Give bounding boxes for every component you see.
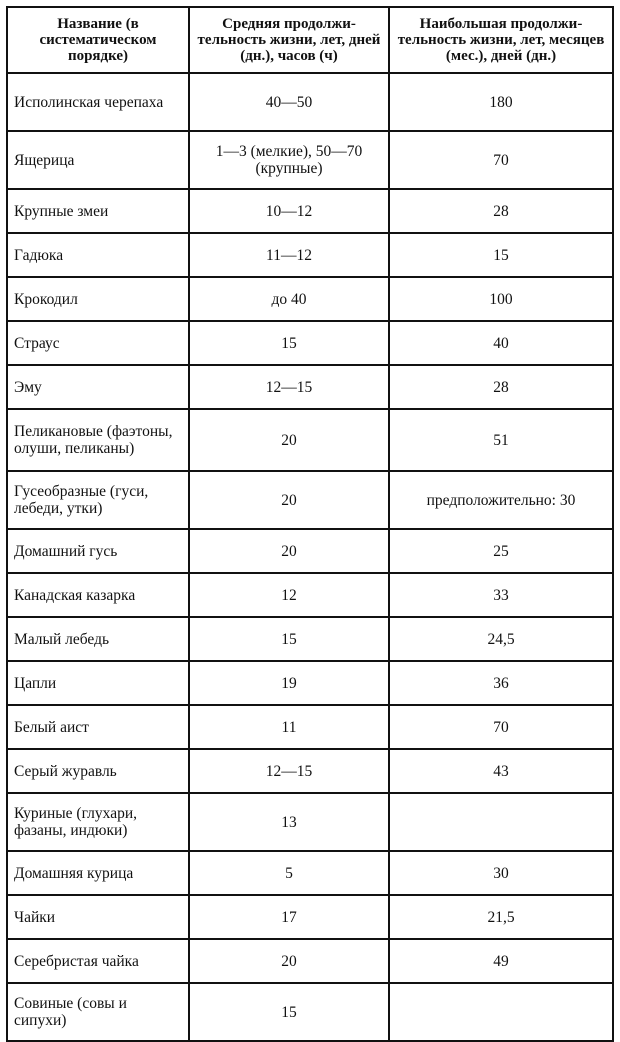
- cell-average: 20: [189, 471, 389, 529]
- table-row: [7, 233, 613, 277]
- table-row: [7, 131, 613, 189]
- cell-average: 12—15: [189, 365, 389, 409]
- table-row: [7, 851, 613, 895]
- cell-name: Пеликановые (фаэтоны, олуши, пеликаны): [7, 409, 189, 471]
- table-row: [7, 365, 613, 409]
- cell-max: 51: [389, 409, 613, 471]
- cell-name: Ящерица: [7, 131, 189, 189]
- cell-max: 21,5: [389, 895, 613, 939]
- cell-max: 43: [389, 749, 613, 793]
- table-row: [7, 895, 613, 939]
- table-row: [7, 661, 613, 705]
- header-max-lifespan: Наибольшая продолжи-тельность жизни, лет, месяцев (мес.), дней (дн.): [389, 7, 613, 73]
- cell-name: Куриные (глухари, фазаны, индюки): [7, 793, 189, 851]
- cell-average: 15: [189, 321, 389, 365]
- cell-average: 15: [189, 617, 389, 661]
- cell-average: до 40: [189, 277, 389, 321]
- cell-average: 11: [189, 705, 389, 749]
- table-row: [7, 749, 613, 793]
- cell-name: Малый лебедь: [7, 617, 189, 661]
- cell-name: Крупные змеи: [7, 189, 189, 233]
- table-row: [7, 939, 613, 983]
- cell-max: 49: [389, 939, 613, 983]
- table-row: [7, 471, 613, 529]
- cell-average: 12—15: [189, 749, 389, 793]
- table-row: [7, 277, 613, 321]
- cell-name: Серый журавль: [7, 749, 189, 793]
- cell-average: 15: [189, 983, 389, 1041]
- table-header-row: [7, 7, 613, 73]
- cell-average: 40—50: [189, 73, 389, 131]
- table-row: [7, 617, 613, 661]
- cell-name: Домашний гусь: [7, 529, 189, 573]
- header-average-lifespan: Средняя продолжи-тельность жизни, лет, дней (дн.), часов (ч): [189, 7, 389, 73]
- cell-max: 28: [389, 189, 613, 233]
- cell-name: Белый аист: [7, 705, 189, 749]
- table-row: [7, 529, 613, 573]
- table-row: [7, 983, 613, 1041]
- table-row: [7, 573, 613, 617]
- cell-max: 40: [389, 321, 613, 365]
- cell-name: Крокодил: [7, 277, 189, 321]
- table-row: [7, 409, 613, 471]
- cell-max: 28: [389, 365, 613, 409]
- cell-max: предположительно: 30: [389, 471, 613, 529]
- cell-name: Серебристая чайка: [7, 939, 189, 983]
- cell-average: 17: [189, 895, 389, 939]
- cell-name: Исполинская черепаха: [7, 73, 189, 131]
- cell-name: Гадюка: [7, 233, 189, 277]
- cell-max: 30: [389, 851, 613, 895]
- cell-average: 20: [189, 939, 389, 983]
- lifespan-table: [6, 6, 614, 1042]
- cell-name: Канадская казарка: [7, 573, 189, 617]
- cell-max: 25: [389, 529, 613, 573]
- cell-name: Чайки: [7, 895, 189, 939]
- cell-max: 100: [389, 277, 613, 321]
- cell-max: 70: [389, 705, 613, 749]
- table-row: [7, 705, 613, 749]
- cell-name: Цапли: [7, 661, 189, 705]
- cell-max: 70: [389, 131, 613, 189]
- cell-max: 33: [389, 573, 613, 617]
- lifespan-table-page: [6, 6, 612, 1029]
- cell-max: [389, 793, 613, 851]
- cell-average: 1—3 (мелкие), 50—70 (крупные): [189, 131, 389, 189]
- table-row: [7, 189, 613, 233]
- cell-name: Страус: [7, 321, 189, 365]
- cell-max: 180: [389, 73, 613, 131]
- cell-name: Совиные (совы и сипухи): [7, 983, 189, 1041]
- table-row: [7, 793, 613, 851]
- cell-average: 20: [189, 529, 389, 573]
- cell-average: 19: [189, 661, 389, 705]
- cell-max: [389, 983, 613, 1041]
- cell-name: Эму: [7, 365, 189, 409]
- cell-average: 11—12: [189, 233, 389, 277]
- header-name: Название (в систематическом порядке): [7, 7, 189, 73]
- cell-average: 12: [189, 573, 389, 617]
- cell-average: 5: [189, 851, 389, 895]
- cell-max: 36: [389, 661, 613, 705]
- cell-max: 15: [389, 233, 613, 277]
- table-row: [7, 321, 613, 365]
- cell-max: 24,5: [389, 617, 613, 661]
- cell-name: Гусеобразные (гуси, лебеди, утки): [7, 471, 189, 529]
- cell-average: 20: [189, 409, 389, 471]
- cell-name: Домашняя курица: [7, 851, 189, 895]
- cell-average: 13: [189, 793, 389, 851]
- cell-average: 10—12: [189, 189, 389, 233]
- table-row: [7, 73, 613, 131]
